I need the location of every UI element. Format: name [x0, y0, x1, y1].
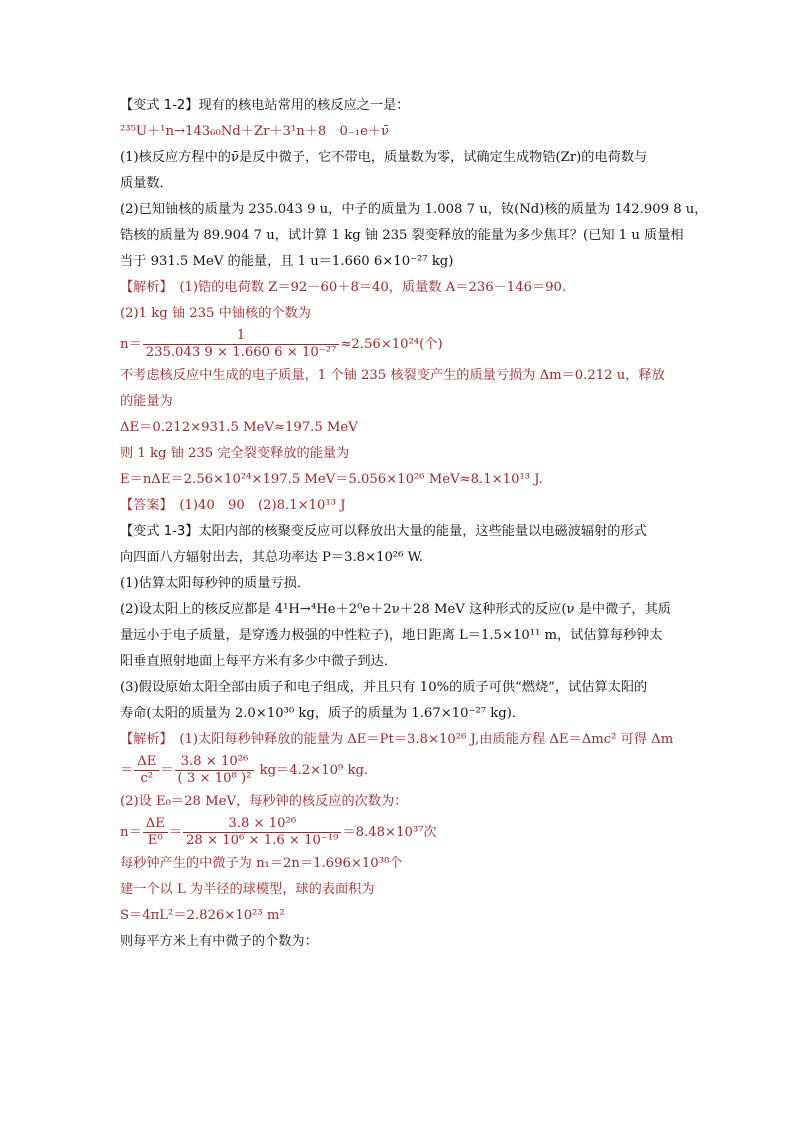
q3-n-fraction1: [143, 817, 168, 848]
q2-analysis-text1: (1)锆的电荷数 Z＝92－60＋8＝40，质量数 A＝236－146＝90.: [166, 280, 567, 295]
q2-part2-line2: 锆核的质量为 89.904 7 u，试计算 1 kg 铀 235 裂变释放的能量为多少焦耳？(已知 1 u 质量相: [120, 228, 684, 243]
q3-part3-line1: (3)假设原始太阳全部由质子和电子组成，并且只有 10%的质子可供“燃烧”，试估算太阳的: [120, 680, 648, 695]
q2-part1-line1: (1)核反应方程中的ν̄是反中微子，它不带电，质量数为零，试确定生成物锆(Zr)的电荷数与: [120, 150, 648, 165]
q3-n-eq2: ＝: [168, 825, 183, 840]
q3-n-fraction2: [183, 817, 341, 848]
q3-m-fraction1: [134, 755, 159, 786]
q3-analysis-line4: 建一个以 L 为半径的球模型，球的表面积为: [120, 882, 375, 897]
q2-n-formula: [120, 327, 676, 363]
q3-analysis-line3: 每秒钟产生的中微子为 n₁＝2n＝1.696×10³⁸个: [120, 856, 403, 871]
q2-analysis-line6: E＝nΔE＝2.56×10²⁴×197.5 MeV＝5.056×10²⁶ MeV≈8.1×10¹³ J.: [120, 472, 543, 487]
q3-title-line2: 向四面八方辐射出去，其总功率达 P＝3.8×10²⁶ W.: [120, 550, 424, 565]
q3-n-formula: [120, 815, 676, 851]
q3-m-frac2-num: 3.8 × 10²⁶: [175, 755, 255, 771]
q3-title: [120, 519, 676, 545]
q2-analysis-line1: [120, 275, 676, 301]
q2-analysis-line2: (2)1 kg 铀 235 中铀核的个数为: [120, 306, 311, 321]
q3-m-result: kg＝4.2×10⁹ kg.: [255, 763, 369, 778]
q3-n-frac1-den: E⁰: [147, 833, 163, 848]
q3-analysis-label: 【解析】: [120, 732, 167, 747]
q2-answer-text: (1)40 90 (2)8.1×10¹³ J: [166, 498, 346, 513]
q3-m-frac1-num: ΔE: [134, 755, 159, 771]
q2-n-result: ≈2.56×10²⁴(个): [340, 337, 443, 352]
q2-title: [120, 93, 676, 119]
q3-n-result: ＝8.48×10³⁷次: [342, 825, 437, 840]
q3-title-text: 太阳内部的核聚变反应可以释放出大量的能量，这些能量以电磁波辐射的形式: [198, 524, 647, 539]
q3-part2-line3: 阳垂直照射地面上每平方米有多少中微子到达．: [120, 654, 397, 669]
q2-analysis-label: 【解析】: [120, 280, 167, 295]
q3-m-frac2-den: ( 3 × 10⁸ )²: [177, 771, 252, 786]
q3-part2-line1: (2)设太阳上的核反应都是 4¹H→⁴He＋2⁰e＋2ν＋28 MeV 这种形式的反应(ν 是中微子，其质: [120, 602, 671, 617]
q3-part3-line2: 寿命(太阳的质量为 2.0×10³⁰ kg，质子的质量为 1.67×10⁻²⁷ kg)．: [120, 706, 526, 721]
q2-answer: [120, 493, 676, 519]
q2-analysis-line3a: 不考虑核反应中生成的电子质量，1 个铀 235 核裂变产生的质量亏损为 Δm＝0.212 u，释放: [120, 368, 665, 383]
q2-answer-label: 【答案】: [120, 498, 167, 513]
q2-part2-line3: 当于 931.5 MeV 的能量，且 1 u＝1.660 6×10⁻²⁷ kg): [120, 254, 454, 269]
q3-m-eq: ＝: [120, 763, 134, 778]
q3-analysis-line1: [120, 727, 676, 753]
q2-equation: ²³⁵U＋¹n→143₆₀Nd＋Zr＋3¹n＋8 0₋₁e＋ν̄: [120, 124, 390, 139]
q2-n-prefix: n＝: [120, 337, 142, 352]
q3-analysis-text1: (1)太阳每秒钟释放的能量为 ΔE＝Pt＝3.8×10²⁶ J,由质能方程 ΔE＝Δmc² 可得 Δm: [166, 732, 674, 747]
q3-m-fraction2: [175, 755, 255, 786]
q3-n-frac2-num: 3.8 × 10²⁶: [183, 817, 341, 833]
document-page: [120, 93, 708, 955]
q3-m-formula: [120, 753, 676, 789]
q3-m-frac1-den: c²: [140, 771, 154, 786]
q2-title-label: 【变式 1-2】: [120, 98, 199, 113]
q2-n-denominator: 235.043 9 × 1.660 6 × 10⁻²⁷: [145, 345, 337, 360]
q2-n-numerator: 1: [143, 329, 340, 345]
q3-m-eq2: ＝: [160, 763, 174, 778]
q3-analysis-line5: S＝4πL²＝2.826×10²³ m²: [120, 908, 285, 923]
q2-part2-line1: (2)已知铀核的质量为 235.043 9 u，中子的质量为 1.008 7 u，钕(Nd)核的质量为 142.909 8 u，: [120, 202, 708, 217]
q3-n-frac1-num: ΔE: [143, 817, 168, 833]
q3-analysis-line6: 则每平方米上有中微子的个数为：: [120, 934, 318, 949]
q3-part1: (1)估算太阳每秒钟的质量亏损．: [120, 576, 311, 591]
q2-analysis-line4: ΔE＝0.212×931.5 MeV≈197.5 MeV: [120, 420, 358, 435]
q2-title-text: 现有的核电站常用的核反应之一是：: [198, 98, 410, 113]
q3-n-prefix: n＝: [120, 825, 142, 840]
q2-analysis-line3b: 的能量为: [120, 394, 173, 409]
q2-part1-line2: 质量数．: [120, 176, 173, 191]
q3-title-label: 【变式 1-3】: [120, 524, 199, 539]
q2-n-fraction: [143, 329, 340, 360]
q3-n-frac2-den: 28 × 10⁶ × 1.6 × 10⁻¹⁹: [186, 833, 339, 848]
q2-analysis-line5: 则 1 kg 铀 235 完全裂变释放的能量为: [120, 446, 350, 461]
q3-part2-line2: 量远小于电子质量，是穿透力极强的中性粒子)，地日距离 L＝1.5×10¹¹ m，试估算每秒钟太: [120, 628, 663, 643]
q3-analysis-line2: (2)设 E₀＝28 MeV，每秒钟的核反应的次数为：: [120, 794, 408, 809]
